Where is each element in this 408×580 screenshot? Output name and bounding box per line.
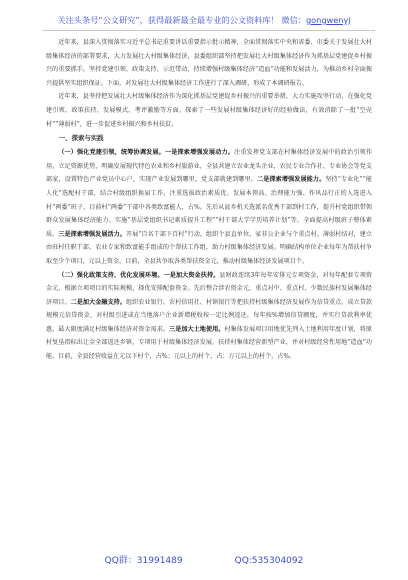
qq-contact-number: QQ:535304092	[234, 556, 304, 566]
document-body	[46, 36, 372, 364]
header-divider	[42, 30, 375, 31]
point-heading: 一是加大资金扶持。	[163, 271, 220, 279]
overview-paragraph: 近年来，县坚持把发展壮大村级集体经济作为深化抓基层党建促乡村振兴的重要举措，大力实施攻坚行动，在强化党建引领、政策扶持、发展模式、考评激励等方面，探索了一些发展村级集体经济好的经验做法，有效消除了一批“空壳村”“薄弱村”，进一步促进乡村振兴和乡村扶贫。	[46, 93, 372, 128]
page-footer	[0, 553, 408, 566]
qq-group-number: QQ群：31991489	[104, 556, 183, 566]
subsection-title: （二）强化政策支持，优化发展环境。	[58, 271, 164, 279]
subsection-title: （一）强化党建引领，统筹协调发展。	[58, 149, 165, 157]
point-heading: 一是探索增强发展动力。	[164, 149, 235, 157]
wechat-id-link[interactable]: gongwenyj	[305, 15, 351, 25]
point-heading: 三是探索增强发展活力。	[58, 230, 126, 238]
intro-paragraph: 近年来，县深入贯彻落实习近平总书记重要讲话重要指示批示精神，全面贯彻落实中央和省委、市委关于发展壮大村级集体经济的部署要求，大力发展壮大村级集体经济，县委组织部坚持把发展壮大村级集体经济作为抓基层党建促乡村振兴的重要抓手，坚持党建引领、政策支持、示范带动，持续增强村级集体经济“造血”功能和发展活力，为推动乡村全面振兴提供坚实组织保证。下面，对发展壮大村级集体经济工作进行了深入调研，形成了本调研报告。	[46, 39, 372, 87]
point-text: 组织农业银行、农村信用社、村镇银行等把扶持村级集体经济发展作为信贷重点，成立贷款规模元信贷资金，对村级引进或在当地落户企业新增税收按一定比例返还，每年按%增加信贷额度，并实行贷款利率优惠，最大限度满足村级集体经济对资金需求。	[46, 298, 373, 333]
point-heading: 二是探索增强发展能力。	[257, 176, 326, 184]
subsection-party-guidance	[46, 146, 372, 268]
point-text: 县财政连续3年每年安排元专项资金，对每年配套专项资金元，根据立项项目的实际规模，择优安排配套资金。先后整合涉农资金元，重点对中、重点村、少数民族村发展集体经济项目。	[46, 271, 372, 306]
section-heading-exploration: 一、探索与实践	[58, 134, 104, 143]
point-text: 村集体发展项目用地优先列入土地利用年度计划，将原村复垦指标出让金全部返还乡镇，专项用于村级集体经济发展，扶持村集体经营新型产业，并对村级经营性用地“造血”功能。目前，全县经营收益在元以下村个，占%；元以上的村个，占；万元以上的村个，占%。	[46, 325, 373, 361]
header-text: 关注头条号“公文研究”，获得最新最全最专业的公文资料库！ 微信：	[57, 15, 306, 25]
point-text: 开展“百名干部下百村”行动，组织个县直单位、家非公企业与个重点村、薄弱村结对，建立由驻村任职干部、农业专家和致富能手组成的个帮扶工作组，助力村级集体经济发展。明确结构单位企业每年为帮扶村争取至少个项目、元以上资金。目前，全县共争取各类帮扶资金元，推动村级集体经济发展项目个。	[46, 230, 373, 265]
point-heading: 二是加大金融支持。	[70, 298, 126, 306]
point-text: 注重发挥党支部在村集体经济发展中的政治引领作用，立足资源优势，明确发展现代特色农业和乡村旅游业，全县共建立农业龙头企业，农民专业合作社、专业协会等党支部家，设置特色产业党员中心户，实现产业发展到哪里，党支部就建到哪里。	[46, 149, 373, 184]
point-heading: 三是加大土地使用。	[169, 325, 225, 333]
point-text: 坚持“专业化”“能人化”选配村干部，结合村级组织换届工作，注重选拔政治素质优、发展本领高、治理能力强、作风品行正的人选进入村“两委”班子，目前村“两委”干部中各类致富能人，占%。先后从县乡机关选派名优秀干部到村工作，提升村党组织带领群众发展集体经济能力。实施“基层党组织书记素质提升工程”“村干部大学学历培养计划”等，全面提高村级班子整体素质。	[46, 176, 373, 238]
subsection-policy-support	[46, 269, 372, 364]
page-header	[0, 0, 408, 30]
